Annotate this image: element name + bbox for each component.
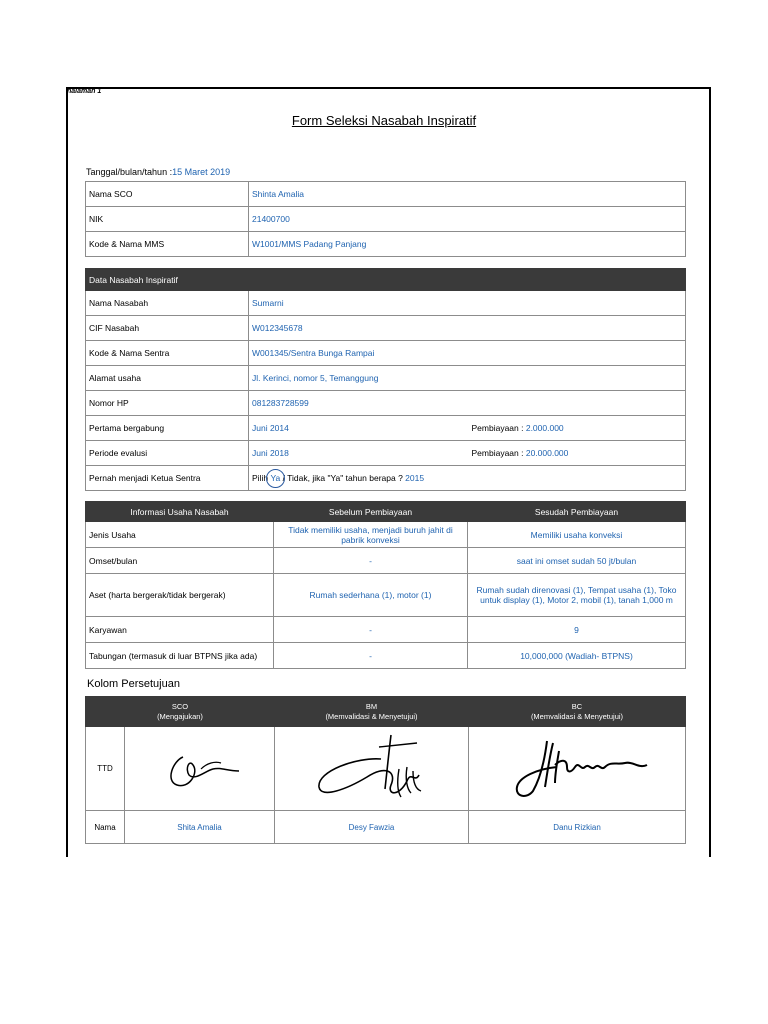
field-label: Pertama bergabung	[86, 416, 249, 441]
role-desc: (Mengajukan)	[157, 711, 203, 721]
nasabah-header: Data Nasabah Inspiratif	[86, 269, 686, 291]
date-line	[86, 167, 230, 177]
pembiayaan-cell	[469, 416, 686, 441]
page-label: halaman 1	[67, 88, 102, 95]
table-row	[86, 416, 686, 441]
role-desc: (Memvalidasi & Menyetujui)	[325, 711, 418, 721]
sco-info-table	[85, 181, 686, 257]
form-title: Form Seleksi Nasabah Inspiratif	[291, 113, 477, 128]
row-label: Karyawan	[86, 617, 274, 643]
before-value: -	[274, 548, 468, 574]
row-label: Aset (harta bergerak/tidak bergerak)	[86, 574, 274, 617]
table-header	[86, 269, 686, 291]
column-header: Sesudah Pembiayaan	[468, 502, 686, 522]
field-value: W001345/Sentra Bunga Rampai	[249, 341, 686, 366]
role-label: BC	[571, 701, 583, 711]
role-desc: (Memvalidasi & Menyetujui)	[530, 711, 624, 721]
field-label: Alamat usaha	[86, 366, 249, 391]
ketua-year: 2015	[405, 473, 425, 483]
nama-label: Nama	[86, 811, 125, 844]
field-value: W012345678	[249, 316, 686, 341]
table-row	[86, 466, 686, 491]
table-row	[86, 316, 686, 341]
row-label: Jenis Usaha	[86, 522, 274, 548]
field-label: Nama SCO	[86, 182, 249, 207]
persetujuan-title: Kolom Persetujuan	[87, 678, 180, 690]
after-value: Memiliki usaha konveksi	[468, 522, 686, 548]
nasabah-table	[85, 268, 686, 491]
before-value: -	[274, 643, 468, 669]
field-label: Periode evalusi	[86, 441, 249, 466]
column-header: Informasi Usaha Nasabah	[86, 502, 274, 522]
table-row	[86, 366, 686, 391]
bm-name: Desy Fawzia	[275, 811, 469, 844]
bc-signature	[469, 727, 686, 811]
pembiayaan-label: Pembiayaan :	[471, 423, 526, 433]
table-row	[86, 522, 686, 548]
table-row	[86, 548, 686, 574]
after-value: saat ini omset sudah 50 jt/bulan	[468, 548, 686, 574]
row-label: Tabungan (termasuk di luar BTPNS jika ada)	[86, 643, 274, 669]
names-row	[86, 811, 686, 844]
table-row	[86, 441, 686, 466]
table-row	[86, 291, 686, 316]
table-row	[86, 207, 686, 232]
before-value: -	[274, 617, 468, 643]
field-label: Kode & Nama Sentra	[86, 341, 249, 366]
table-header	[86, 697, 686, 727]
table-row	[86, 232, 686, 257]
date-label: Tanggal/bulan/tahun :	[86, 167, 173, 177]
signature-bm-icon	[307, 731, 437, 807]
date-value: 15 Maret 2019	[172, 167, 231, 177]
row-label: Omset/bulan	[86, 548, 274, 574]
field-value: Juni 2014	[249, 416, 469, 441]
bm-signature	[275, 727, 469, 811]
field-value: Shinta Amalia	[249, 182, 686, 207]
before-value: Tidak memiliki usaha, menjadi buruh jahit di pabrik konveksi	[274, 522, 468, 548]
field-value: Juni 2018	[249, 441, 469, 466]
pembiayaan-label: Pembiayaan :	[471, 448, 526, 458]
sco-signature	[125, 727, 275, 811]
bc-header	[469, 697, 686, 727]
signature-bc-icon	[497, 733, 657, 805]
field-label: Pernah menjadi Ketua Sentra	[86, 466, 249, 491]
field-value: W1001/MMS Padang Panjang	[249, 232, 686, 257]
pembiayaan-value: 2.000.000	[525, 423, 564, 433]
ketua-pilih: Pilih	[252, 473, 271, 483]
field-label: NIK	[86, 207, 249, 232]
field-value: Sumarni	[249, 291, 686, 316]
signature-sco-icon	[155, 739, 245, 799]
field-value: 21400700	[249, 207, 686, 232]
role-label: SCO	[171, 701, 189, 711]
pembiayaan-cell	[469, 441, 686, 466]
ttd-label: TTD	[86, 727, 125, 811]
signature-row	[86, 727, 686, 811]
table-row	[86, 643, 686, 669]
after-value: Rumah sudah direnovasi (1), Tempat usaha (1), Toko untuk display (1), Motor 2, mobil (1), tanah 1,000 m	[468, 574, 686, 617]
table-row	[86, 391, 686, 416]
table-row	[86, 574, 686, 617]
bm-header	[275, 697, 469, 727]
after-value: 10,000,000 (Wadiah- BTPNS)	[468, 643, 686, 669]
sco-name: Shita Amalia	[125, 811, 275, 844]
bc-name: Danu Rizkian	[469, 811, 686, 844]
table-row	[86, 341, 686, 366]
table-header	[86, 502, 686, 522]
field-value: Jl. Kerinci, nomor 5, Temanggung	[249, 366, 686, 391]
usaha-table	[85, 501, 686, 669]
ketua-question: / Tidak, jika "Ya" tahun berapa ?	[280, 473, 406, 483]
before-value: Rumah sederhana (1), motor (1)	[274, 574, 468, 617]
role-label: BM	[365, 701, 378, 711]
sco-header	[86, 697, 275, 727]
field-label: CIF Nasabah	[86, 316, 249, 341]
pembiayaan-value: 20.000.000	[525, 448, 569, 458]
persetujuan-table	[85, 696, 686, 844]
column-header: Sebelum Pembiayaan	[274, 502, 468, 522]
after-value: 9	[468, 617, 686, 643]
field-label: Nama Nasabah	[86, 291, 249, 316]
table-row	[86, 182, 686, 207]
field-value: 081283728599	[249, 391, 686, 416]
field-label: Kode & Nama MMS	[86, 232, 249, 257]
field-label: Nomor HP	[86, 391, 249, 416]
table-row	[86, 617, 686, 643]
ketua-ya-circled: Ya	[270, 473, 281, 483]
ketua-cell	[249, 466, 686, 491]
